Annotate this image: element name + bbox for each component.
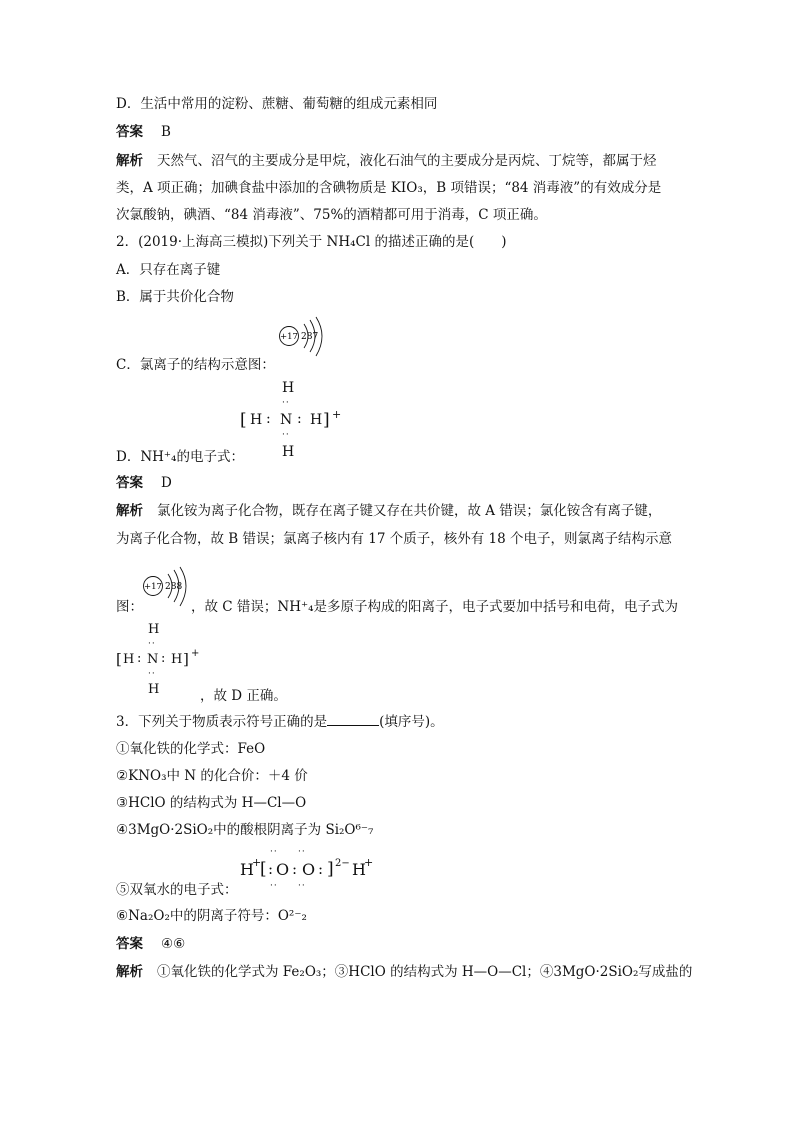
analysis-2-line-3 — [116, 598, 678, 616]
analysis-label: 解析 — [116, 153, 143, 169]
analysis-text-figure-prefix: 图： — [116, 599, 143, 615]
atom-h-top: H — [148, 622, 160, 637]
analysis-line-3: 次氯酸钠，碘酒、“84 消毒液”、75%的酒精都可用于消毒，C 项正确。 — [116, 207, 547, 223]
analysis-label: 解析 — [116, 964, 143, 980]
atom-h-bottom: H — [282, 444, 295, 460]
electron-pair-bottom: ·· — [148, 669, 156, 679]
atom-h-left: H — [250, 412, 263, 428]
charge-left: + — [252, 856, 262, 869]
electron-pair-left: : — [137, 651, 142, 666]
analysis-text: 天然气、沼气的主要成分是甲烷，液化石油气的主要成分是丙烷、丁烷等，都属于烃 — [157, 153, 657, 169]
electron-pair-bottom-o2: ·· — [298, 881, 306, 891]
atom-o2: O — [302, 860, 316, 879]
analysis-label: 解析 — [116, 503, 143, 519]
question-2-option-c: C．氯离子的结构示意图： — [116, 357, 275, 373]
question-2-option-b: B．属于共价化合物 — [116, 289, 234, 305]
analysis-3-line-1 — [116, 963, 692, 981]
answer-label: 答案 — [116, 124, 143, 140]
charge-mid: 2− — [335, 858, 350, 869]
bracket-close: ] — [323, 410, 330, 430]
ammonium-electron-formula-d — [240, 380, 350, 460]
question-3-item-2: ②KNO₃中 N 的化合价：＋4 价 — [116, 768, 308, 784]
analysis-text: ，故 C 错误；NH⁺₄是多原子构成的阳离子，电子式要加中括号和电荷，电子式为 — [191, 599, 679, 615]
answer-value: ④⑥ — [161, 936, 186, 952]
answer-value: D — [161, 475, 172, 491]
bracket-open: [ — [116, 650, 122, 668]
analysis-line-2: 类，A 项正确；加碘食盐中添加的含碘物质是 KIO₃，B 项错误；“84 消毒液”的有效成分是 — [116, 180, 662, 196]
option-d-line: D．生活中常用的淀粉、蔗糖、葡萄糖的组成元素相同 — [116, 96, 438, 112]
charge: + — [332, 408, 342, 421]
electron-shells: 288 — [165, 582, 183, 592]
answer-line-1 — [116, 123, 171, 141]
answer-label: 答案 — [116, 475, 143, 491]
electron-pair-left: : — [268, 860, 274, 878]
nucleus-charge: +17 — [144, 582, 162, 592]
nucleus-charge: +17 — [280, 332, 298, 342]
charge-right: + — [364, 856, 374, 869]
atom-h-right: H — [310, 412, 323, 428]
electron-pair-bottom-o1: ·· — [270, 881, 278, 891]
electron-pair-mid: : — [292, 860, 298, 878]
analysis-text: ①氧化铁的化学式为 Fe₂O₃；③HClO 的结构式为 H—O—Cl；④3MgO·2SiO₂写成盐的 — [157, 964, 693, 980]
answer-line-2 — [116, 474, 172, 492]
bracket-close: ] — [327, 859, 334, 879]
question-3-item-4: ④3MgO·2SiO₂中的酸根阴离子为 Si₂O⁶⁻₇ — [116, 822, 374, 838]
analysis-2-line-4: ，故 D 正确。 — [200, 688, 287, 704]
analysis-2-line-2: 为离子化合物，故 B 错误；氯离子核内有 17 个质子，核外有 18 个电子，则氯离子结构示意 — [116, 531, 673, 547]
question-3-item-1: ①氧化铁的化学式：FeO — [116, 741, 266, 757]
analysis-text: 氯化铵为离子化合物，既存在离子键又存在共价键，故 A 错误；氯化铵含有离子键， — [157, 503, 662, 519]
question-3 — [116, 713, 444, 731]
bracket-close: ] — [183, 650, 189, 668]
charge: + — [191, 648, 200, 659]
electron-pair-top-o1: ·· — [270, 847, 278, 857]
atom-o1: O — [276, 860, 290, 879]
electron-pair-top-o2: ·· — [298, 847, 306, 857]
answer-value: B — [161, 124, 171, 140]
atom-h-right: H — [171, 652, 183, 667]
electron-pair-right: : — [297, 411, 302, 427]
question-3-item-3: ③HClO 的结构式为 H—Cl—O — [116, 795, 307, 811]
electron-shells: 287 — [301, 332, 319, 342]
bracket-open: [ — [260, 859, 267, 879]
atom-h-right: H — [352, 860, 366, 879]
question-2-option-a: A．只存在离子键 — [116, 262, 221, 278]
bracket-open: [ — [240, 410, 247, 430]
answer-blank[interactable] — [327, 713, 379, 726]
analysis-line-1 — [116, 152, 657, 170]
atom-h-bottom: H — [148, 682, 160, 697]
atom-n: N — [280, 412, 293, 428]
analysis-2-line-1 — [116, 502, 661, 520]
answer-label: 答案 — [116, 936, 143, 952]
question-3-item-5: ⑤双氧水的电子式： — [116, 882, 238, 898]
question-3-text: 3．下列关于物质表示符号正确的是 — [116, 714, 328, 730]
answer-line-3 — [116, 935, 185, 953]
atom-h-left: H — [123, 652, 135, 667]
atom-h-left: H — [240, 860, 254, 879]
question-3-item-6: ⑥Na₂O₂中的阴离子符号：O²⁻₂ — [116, 908, 307, 924]
question-3-tail: (填序号)。 — [379, 714, 444, 730]
hydrogen-peroxide-electron-formula — [240, 846, 430, 896]
electron-pair-right: : — [161, 651, 166, 666]
atom-n: N — [147, 652, 159, 667]
electron-pair-right: : — [318, 860, 324, 878]
electron-pair-top: ·· — [282, 398, 290, 408]
atom-h-top: H — [282, 380, 295, 396]
question-2-option-d: D．NH⁺₄的电子式： — [116, 449, 244, 465]
electron-pair-bottom: ·· — [282, 430, 290, 440]
electron-pair-top: ·· — [148, 639, 156, 649]
electron-pair-left: : — [266, 411, 271, 427]
chloride-ion-structure-diagram-c — [274, 316, 346, 358]
question-2: 2．(2019·上海高三模拟)下列关于 NH₄Cl 的描述正确的是( ) — [116, 234, 507, 250]
